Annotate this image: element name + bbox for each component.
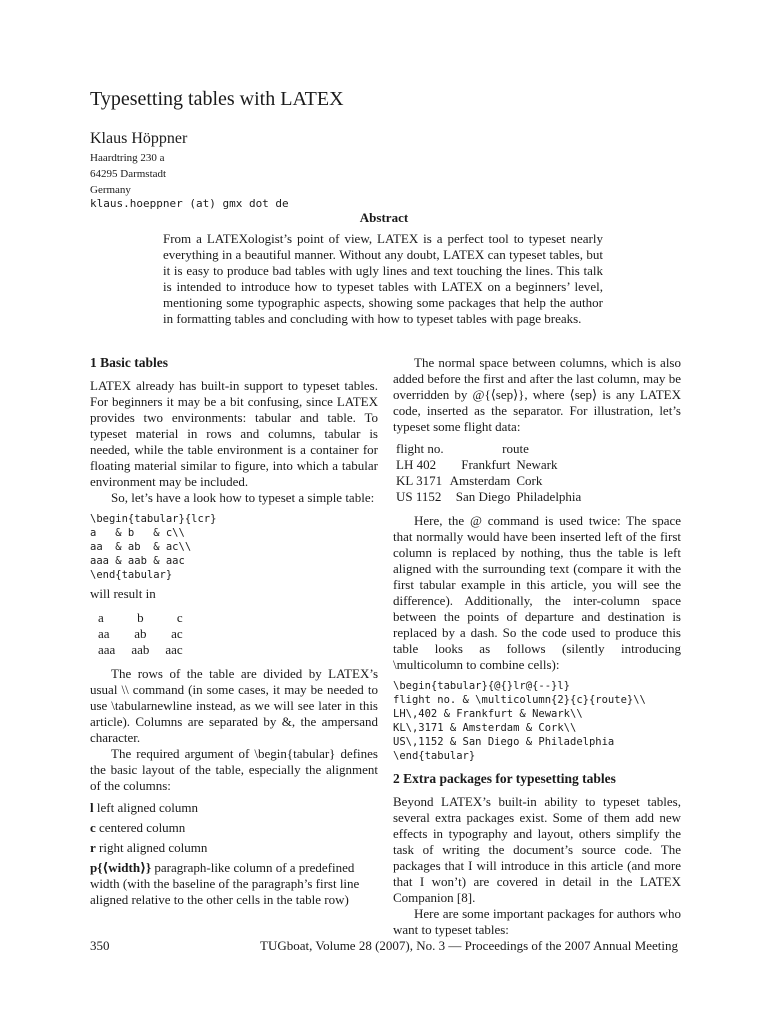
- table-cell: US 1152: [396, 489, 442, 504]
- table-cell: Amsterdam: [449, 473, 511, 488]
- author-email: klaus.hoeppner (at) gmx dot de: [90, 197, 289, 210]
- flight-header-no: flight no.: [396, 441, 444, 456]
- table-cell: b: [137, 610, 144, 625]
- flight-table-header: [393, 441, 584, 457]
- address-line-3: Germany: [90, 184, 131, 196]
- alignment-definitions: [90, 800, 378, 908]
- abstract-heading: Abstract: [359, 210, 409, 225]
- paragraph: So, let’s have a look how to typeset a simple table:: [111, 490, 375, 505]
- table-cell: aab: [131, 642, 150, 657]
- definition-desc: left aligned column: [96, 800, 198, 815]
- table-row: [393, 473, 584, 489]
- table-row: [90, 642, 191, 658]
- definition-desc: centered column: [99, 820, 186, 835]
- definition-term: r: [90, 840, 96, 855]
- paragraph: Here, the @ command is used twice: The space that normally would have been inserted left of the first column is replaced by nothing, thus the table is left aligned with the surrounding text (compare it with the first tabular example in this article, you will see the difference). Additionally, the inter-column space between the points of departure and destination is replaced by a dash. So the code used to produce this table looks as follows (silently introducing \multicolumn to combine cells):: [393, 513, 681, 672]
- address-line-1: Haardtring 230 a: [90, 152, 165, 164]
- table-row: [90, 610, 191, 626]
- paragraph: LATEX already has built-in support to typeset tables. For beginners it may be a bit confusing, since LATEX provides two environments: tabular and table. To typeset material in rows and columns, tabular is needed, while the table environment is a container for floating material similar to figure, into which a tabular environment may be included.: [90, 378, 378, 489]
- definition-term: p{⟨width⟩}: [90, 860, 152, 875]
- table-cell: Philadelphia: [516, 489, 582, 504]
- table-cell: aaa: [98, 642, 116, 657]
- section-1-heading: 1 Basic tables: [90, 355, 169, 370]
- table-cell: LH 402: [396, 457, 437, 472]
- table-cell: Cork: [516, 473, 543, 488]
- paragraph: The required argument of \begin{tabular} defines the basic layout of the table, especially the alignment of the columns:: [90, 746, 378, 793]
- definition-item: [90, 800, 378, 816]
- section-2-heading: 2 Extra packages for typesetting tables: [393, 771, 616, 786]
- table-row: [90, 626, 191, 642]
- author-name: Klaus Höppner: [90, 130, 188, 147]
- table-cell: San Diego: [455, 489, 511, 504]
- address-line-2: 64295 Darmstadt: [90, 168, 167, 180]
- journal-footer: TUGboat, Volume 28 (2007), No. 3 — Proceedings of the 2007 Annual Meeting: [260, 938, 678, 953]
- table-cell: c: [176, 610, 183, 625]
- code-block-tabular: \begin{tabular}{lcr} a & b & c\\ aa & ab & ac\\ aaa & aab & aac \end{tabular}: [90, 513, 217, 581]
- right-column: [393, 355, 681, 938]
- definition-item: [90, 820, 378, 836]
- flight-table: [393, 441, 584, 505]
- page-title: Typesetting tables with LATEX: [90, 88, 344, 110]
- table-cell: Frankfurt: [461, 457, 511, 472]
- definition-item: [90, 860, 378, 908]
- abstract-text: From a LATEXologist’s point of view, LATEX is a perfect tool to typeset nearly everything in a beautiful manner. Without any doubt, LATEX can typeset tables, but it is easy to produce bad tables with ugly lines and text touching the lines. This talk is intended to introduce how to typeset tables with LATEX on a beginners’ level, mentioning some typographic aspects, showing some packages that help the author in formatting tables and concluding with how to typeset tables with page breaks.: [163, 231, 603, 326]
- table-cell: a: [98, 610, 104, 625]
- table-cell: ac: [171, 626, 183, 641]
- table-cell: ab: [134, 626, 147, 641]
- table-row: [393, 489, 584, 505]
- example-table: [90, 610, 191, 658]
- definition-item: [90, 840, 378, 856]
- paragraph: Here are some important packages for authors who want to typeset tables:: [393, 906, 681, 937]
- left-column: [90, 355, 378, 912]
- paragraph: The normal space between columns, which is also added before the first and after the last column, may be overridden by @{⟨sep⟩}, where ⟨sep⟩ is any LATEX code, inserted as the separator. For illustration, let’s typeset some flight data:: [393, 355, 681, 434]
- definition-term: l: [90, 800, 94, 815]
- paragraph: will result in: [90, 586, 156, 601]
- table-row: [393, 457, 584, 473]
- page-number: 350: [90, 938, 110, 953]
- table-cell: Newark: [516, 457, 558, 472]
- table-cell: KL 3171: [396, 473, 443, 488]
- paragraph: Beyond LATEX’s built-in ability to typeset tables, several extra packages exist. Some of them add new effects in typography and layout, others simplify the task of writing the document’s source code. The packages that I will introduce in this article (and more that I won’t) are covered in detail in the LATEX Companion [8].: [393, 794, 681, 905]
- table-cell: aa: [98, 626, 110, 641]
- paragraph: The rows of the table are divided by LATEX’s usual \\ command (in some cases, it may be needed to use \tabularnewline instead, as we will see later in this article). Columns are separated by &, the ampersand character.: [90, 666, 378, 745]
- definition-desc: paragraph-like column of a predefined width (with the baseline of the paragraph’s first line aligned relative to the other cells in the table row): [90, 860, 360, 907]
- table-cell: aac: [165, 642, 183, 657]
- definition-desc: right aligned column: [99, 840, 208, 855]
- code-block-flights: \begin{tabular}{@{}lr@{--}l} flight no. & \multicolumn{2}{c}{route}\\ LH\,402 & Frankfurt & Newark\\ KL\,3171 & Amsterdam & Cork\\ US\,1152 & San Diego & Philadelphia \end{tabular}: [393, 680, 646, 762]
- flight-header-route: route: [502, 441, 529, 456]
- definition-term: c: [90, 820, 96, 835]
